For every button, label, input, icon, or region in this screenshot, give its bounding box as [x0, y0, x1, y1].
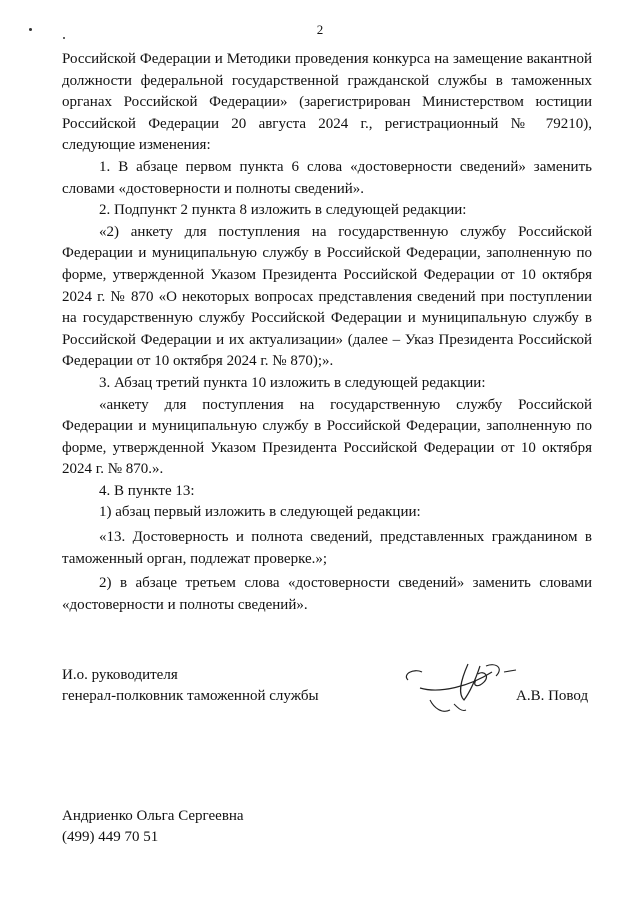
- paragraph: 4. В пункте 13:: [99, 482, 195, 499]
- paragraph: Российской Федерации и Методики проведения конкурса на замещение вакантной должности федеральной государственной гражданской службы в таможенных органах Российской Федерации» (зарегистрирован Министерством юстиции Российской Федерации 20 августа 2024 г., регистрационный № 79210), следующие изменения:: [62, 51, 592, 154]
- paragraph: 1) абзац первый изложить в следующей редакции:: [99, 504, 421, 521]
- position-rank: генерал-полковник таможенной службы: [62, 688, 319, 704]
- handwritten-signature-icon: [400, 652, 530, 722]
- contact-block: [62, 806, 244, 848]
- paragraph: 2) в абзаце третьем слова «достоверности сведений» заменить словами «достоверности и полноты сведений».: [62, 575, 592, 613]
- paragraph: 3. Абзац третий пункта 10 изложить в следующей редакции:: [99, 374, 486, 391]
- page-number: 2: [316, 22, 324, 37]
- paragraph: 2. Подпункт 2 пункта 8 изложить в следующей редакции:: [99, 202, 467, 219]
- signer-name: А.В. Повод: [516, 688, 589, 704]
- contact-phone: (499) 449 70 51: [62, 829, 159, 845]
- paragraph: «2) анкету для поступления на государственную службу Российской Федерации и муниципальную службу в Российской Федерации, заполненную по форме, утвержденной Указом Президента Российской Федерации от 10 октября 2024 г. № 870 «О некоторых вопросах представления сведений при поступлении на государственную службу Российской Федерации и муниципальную службу в Российской Федерации и их актуализации» (далее – Указ Президента Российской Федерации от 10 октября 2024 г. № 870);».: [62, 223, 592, 370]
- contact-name: Андриенко Ольга Сергеевна: [62, 808, 244, 824]
- scan-speck: [63, 37, 65, 39]
- scan-speck: [29, 28, 32, 31]
- paragraph: 1. В абзаце первом пункта 6 слова «достоверности сведений» заменить словами «достоверности и полноты сведений».: [62, 158, 592, 197]
- paragraph: «13. Достоверность и полнота сведений, представленных гражданином в таможенный орган, подлежат проверке.»;: [62, 529, 592, 567]
- document-body: [62, 49, 592, 616]
- position-title: И.о. руководителя: [62, 667, 178, 683]
- paragraph: «анкету для поступления на государственную службу Российской Федерации и муниципальную службу в Российской Федерации, заполненную по форме, утвержденной Указом Президента Российской Федерации от 10 октября 2024 г. № 870.».: [62, 396, 592, 478]
